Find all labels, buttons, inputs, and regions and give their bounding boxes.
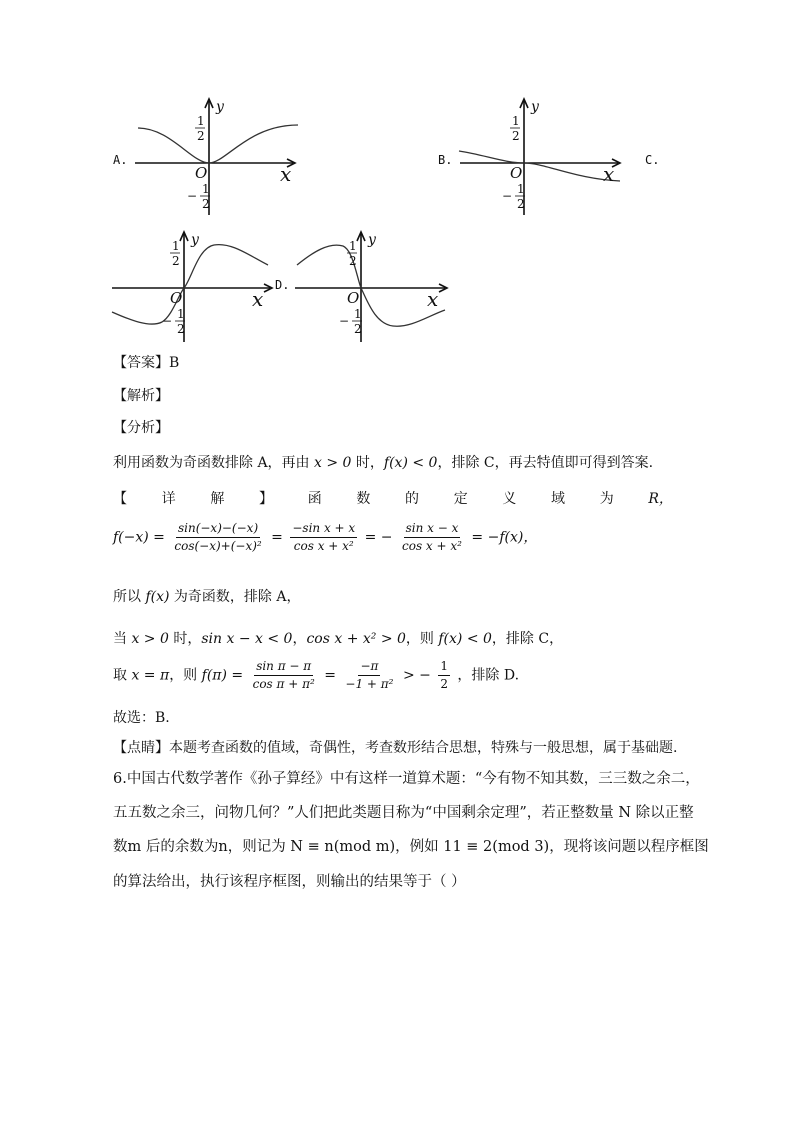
half-num: 1 [197,114,205,128]
jiexi-heading: 【解析】 [113,388,169,404]
math-fx: f(x) < 0 [383,455,438,471]
neg-minus: − [502,189,513,203]
neg-minus: − [187,189,198,203]
function-curve [138,125,298,163]
y-label: y [191,232,199,248]
neg-half-num: 1 [177,307,185,321]
graph-option-b [455,95,630,220]
dianjing-line: 【点睛】本题考查函数的值域，奇偶性，考查数形结合思想，特殊与一般思想，属于基础题. [113,740,678,756]
option-d-label: D. [275,278,290,292]
x-label: x [280,162,292,186]
q6-line-3: 数m 后的余数为n，则记为 N ≡ n(mod m)，例如 11 ≡ 2(mod 3)，现将该问题以程序框图 [113,839,709,855]
take-line: 取 x = π，则 f(π) = $\frac{\text{sin π − π}}{\text{cos π + π²}}$ = $\frac{-\pi}{\text{−1 + π²}}$ > − $\frac{1}{2}$ ，排除 D. [113,659,520,691]
y-label: y [368,232,376,248]
choice-line: 故选：B. [113,710,170,726]
q6-line-4: 的算法给出，执行该程序框图，则输出的结果等于（ ） [113,874,466,890]
half-num: 1 [512,114,520,128]
function-curve [297,245,445,326]
option-a-label: A. [113,153,128,167]
function-curve [112,245,268,325]
neg-minus: − [339,314,350,328]
origin-label: O [195,164,208,182]
fenxi-heading: 【分析】 [113,420,169,436]
neg-half-num: 1 [202,182,210,196]
answer-line: 【答案】B [113,355,180,371]
function-curve [459,151,620,181]
graph-option-a [130,95,305,220]
fraction: $\frac{\text{−sin x + x}}{\text{cos x + x²}}$ [292,521,356,553]
origin-label: O [510,164,523,182]
neg-half-den: 2 [354,322,362,336]
q6-line-2: 五五数之余三，问物几何？”人们把此类题目称为“中国剩余定理”，若正整数量 N 除以正整 [113,805,694,821]
fraction: $\frac{-\pi}{\text{−1 + π²}}$ [345,659,394,691]
neg-half-den: 2 [517,197,525,211]
neg-half-num: 1 [354,307,362,321]
graph-option-d [293,228,458,346]
half-num: 1 [349,239,357,253]
analysis-line: 利用函数为奇函数排除 A，再由 x > 0 时，f(x) < 0，排除 C，再去特值即可得到答案. [113,455,654,471]
neg-half-den: 2 [177,322,185,336]
equation-line: f(−x) = $\frac{\sin(-x)-(-x)}{\text{cos(−x)+(−x)²}}$ = $\frac{\text{−sin x + x}}{\text{cos x + x²}}$ = − $\frac{\text{sin x − x}}{\text{cos x + x²}}$ = −f(x)， [113,521,538,553]
x-label: x [427,287,439,311]
origin-label: O [347,289,360,307]
half-num: 1 [172,239,180,253]
neg-half-num: 1 [517,182,525,196]
origin-label: O [170,289,183,307]
half-den: 2 [172,254,180,268]
when-line: 当 x > 0 时，sin x − x < 0，cos x + x² > 0，则 f(x) < 0，排除 C， [113,631,564,647]
graph-option-c [110,228,275,346]
x-label: x [603,162,615,186]
fraction: $\frac{1}{2}$ [440,659,448,691]
fraction: $\frac{\text{sin x − x}}{\text{cos x + x²}}$ [402,521,462,553]
y-label: y [531,99,539,115]
fraction: $\frac{\text{sin π − π}}{\text{cos π + π²}}$ [252,659,315,691]
half-den: 2 [512,129,520,143]
math-cond: x > 0 [314,455,352,471]
half-den: 2 [197,129,205,143]
neg-minus: − [162,314,173,328]
odd-line: 所以 f(x) 为奇函数，排除 A， [113,589,301,605]
neg-half-den: 2 [202,197,210,211]
half-den: 2 [349,254,357,268]
option-b-label: B. [438,153,453,167]
detail-line: 【 详 解 】 函 数 的 定 义 域 为 R， [113,491,673,507]
option-c-label: C. [645,153,660,167]
fraction: $\frac{\sin(-x)-(-x)}{\text{cos(−x)+(−x)²}}$ [174,521,262,553]
q6-line-1: 6.中国古代数学著作《孙子算经》中有这样一道算术题：“今有物不知其数，三三数之余二， [113,771,700,787]
x-label: x [252,287,264,311]
y-label: y [216,99,224,115]
